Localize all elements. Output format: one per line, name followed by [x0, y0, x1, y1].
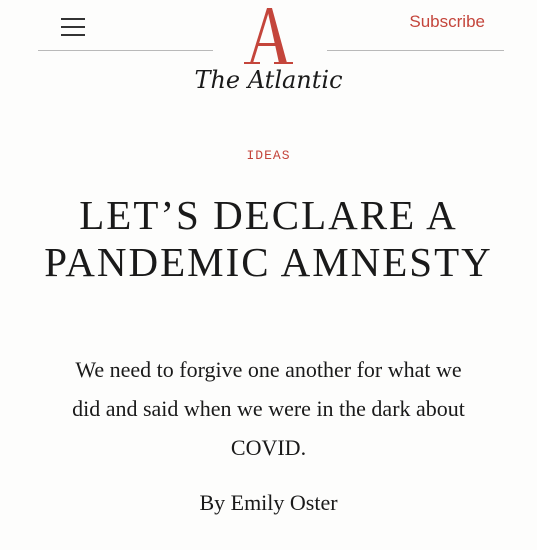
hamburger-menu-icon[interactable]	[58, 12, 88, 42]
atlantic-wordmark[interactable]: The Atlantic	[194, 66, 343, 94]
header-divider-right	[327, 50, 504, 51]
menu-line	[61, 26, 85, 28]
atlantic-logo-icon[interactable]	[240, 6, 297, 68]
byline-prefix: By	[199, 490, 226, 515]
menu-line	[61, 34, 85, 36]
subscribe-link[interactable]: Subscribe	[409, 12, 485, 31]
site-header	[0, 0, 537, 120]
author-link[interactable]: Emily Oster	[230, 490, 338, 515]
byline	[0, 490, 537, 516]
section-label[interactable]: IDEAS	[246, 148, 291, 163]
article-headline: LET’S DECLARE A PANDEMIC AMNESTY	[44, 192, 493, 285]
article-dek: We need to forgive one another for what we did and said when we were in the dark about COVID.	[72, 357, 465, 460]
menu-line	[61, 18, 85, 20]
header-divider-left	[38, 50, 213, 51]
